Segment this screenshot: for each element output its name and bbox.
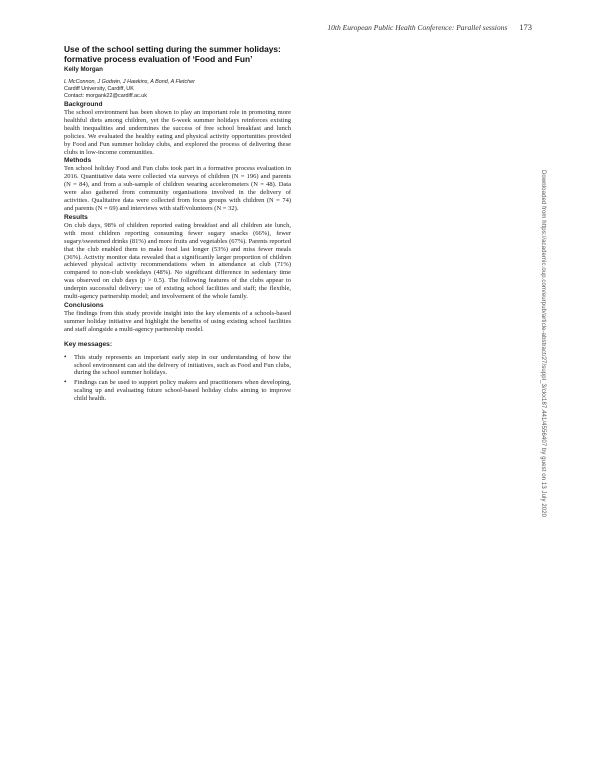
conference-title: 10th European Public Health Conference: Parallel sessions [327,23,508,32]
page-number: 173 [519,22,532,32]
key-message-text: Findings can be used to support policy makers and practitioners when developing, scaling up and evaluating future school-based holiday clubs aiming to improve child health. [74,379,291,403]
abstract-column [64,44,291,405]
key-messages-list [64,354,291,403]
section-heading: Conclusions [64,301,104,309]
list-item [64,352,291,378]
running-header [327,22,532,32]
bullet-icon: • [64,352,67,361]
contact-email: Contact: morgank22@cardiff.ac.uk [64,93,147,99]
section-conclusions [64,302,291,334]
section-results [64,214,291,301]
section-heading: Results [64,213,88,221]
key-messages-heading: Key messages: [64,340,113,348]
list-item [64,378,291,403]
author-list: L McConnon, J Godwin, J Hawkins, A Bond, A Fletcher [64,79,195,85]
section-heading: Background [64,101,103,108]
key-message-text: This study represents an important early step in our understanding of how the school environment can aid the delivery of initiatives, such as Food and Fun clubs, during the school summer holidays. [74,353,291,377]
section-text: The school environment has been shown to play an important role in promoting more healthful diets among children, yet the 6-week summer holidays reinforces existing health inequalities and undermines the success of free school breakfast and lunch policies. We evaluated the healthy eating and physical activity opportunities provided by Food and Fun summer holiday clubs, and explored the process of delivering these clubs in low-income communities. [64,109,291,156]
download-watermark: Downloaded from https://academic.oup.com/eurpub/article-abstract/27/suppl_3/ckx187.441/4556407 by guest on 13 July 2020 [540,170,546,518]
section-text: Ten school holiday Food and Fun clubs took part in a formative process evaluation in 2016. Quantitative data were collected via surveys of children (N = 196) and parents (N = 84), and from a sub-sample of children wearing accelerometers (N = 48). Data were also gathered from community organisations involved in the delivery of activities. Qualitative data were collected from focus groups with children (N = 74) and parents (N = 69) and interviews with staff/volunteers (N = 32). [64,165,291,212]
section-text: The findings from this study provide insight into the key elements of a schools-based summer holiday initiative and highlight the benefits of using existing school facilities and staff alongside a multi-agency partnership model. [64,309,291,333]
section-text: On club days, 98% of children reported eating breakfast and all children ate lunch, with most children reporting consuming fewer sugary snacks (66%), fewer sugary/sweetened drinks (81%) and more fruits and vegetables (67%). Parents reported that the club enabled them to make food last longer (53%) and miss fewer meals (36%). Activity monitor data revealed that a significantly larger proportion of children achieved physical activity recommendations when in attendance at club (71%) compared to non-club weekdays (48%). No significant difference in sedentary time was observed on club days (p > 0.5). The following features of the clubs appear to underpin successful delivery: use of existing school facilities and staff; the flexible, multi-agency partnership model; and involvement of the whole family. [64,221,291,301]
bullet-icon: • [64,378,67,387]
section-heading: Methods [64,157,92,165]
section-methods [64,157,291,212]
affiliation: Cardiff University, Cardiff, UK [64,86,134,92]
section-background [64,101,291,156]
presenter-name: Kelly Morgan [64,66,103,73]
article-title: Use of the school setting during the summer holidays: formative process evaluation of ‘Food and Fun’ [64,44,281,64]
